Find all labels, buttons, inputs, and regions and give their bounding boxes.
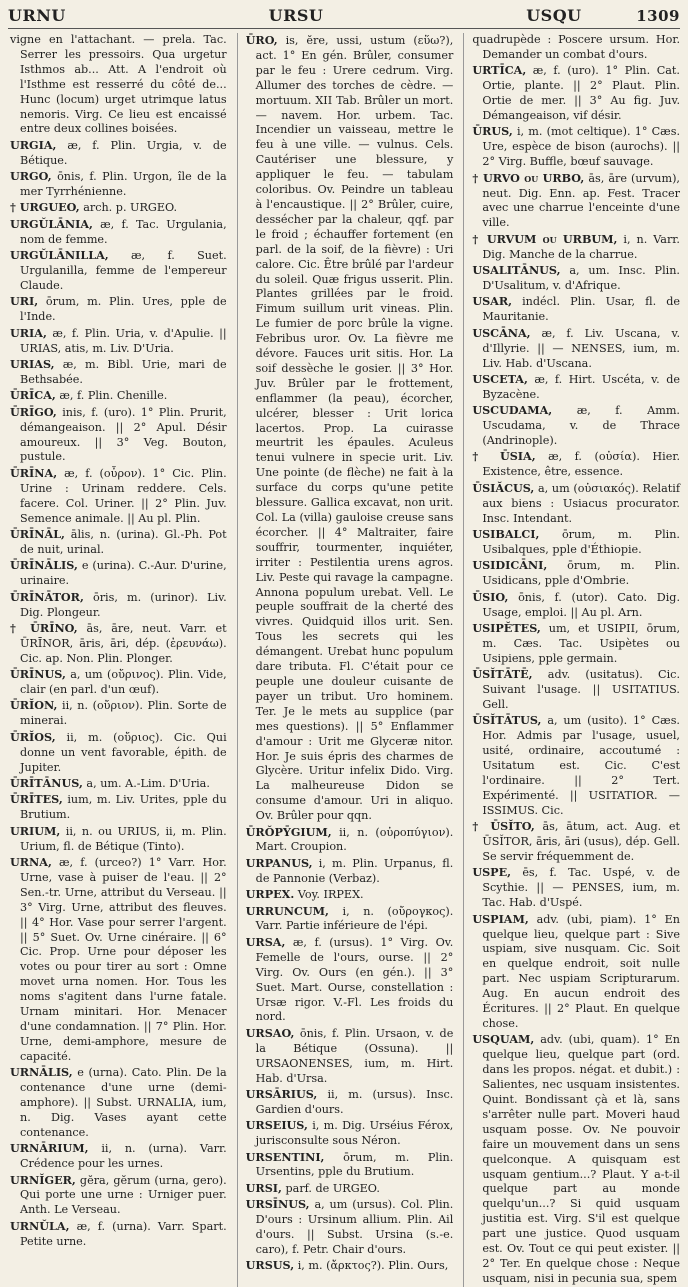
definition: ās, ātum, act. Aug. et ŪSĬTOR, āris, āri (usus), dép. Gell. Se servir fréquemment de. bbox=[482, 820, 681, 864]
definition: æ, f. Hirt. Uscéta, v. de Byzacène. bbox=[482, 372, 680, 401]
headword: URNĀRIUM, bbox=[10, 1141, 89, 1156]
dictionary-entry bbox=[472, 63, 680, 124]
definition: ōnis, f. Plin. Ursaon, v. de la Bétique (Ossuna). || URSAONENSES, ium, m. Hirt. Hab. d'Ursa. bbox=[255, 1026, 454, 1085]
headword: URNA, bbox=[10, 855, 52, 870]
headword: URI, bbox=[10, 294, 39, 309]
headword: ŪRO, bbox=[245, 33, 278, 47]
definition: a, um (usito). 1° Cæs. Hor. Admis par l'usage, usuel, usité, ordinaire, accoutumé : Usitatum est. Cic. C'est l'ordinaire. || 2° Tert. Expérimenté. || USITATIOR. — ISSIMUS. Cic. bbox=[482, 714, 680, 817]
definition: a, um (ursus). Col. Plin. D'ours : Ursinum allium. Plin. Ail d'ours. || Subst. Ursina (s.-e. caro), f. Petr. Chair d'ours. bbox=[255, 1198, 454, 1256]
definition: ii, n. (οὐροπύγιον). Mart. Croupion. bbox=[255, 825, 454, 854]
definition: ōrum, m. Plin. Ures, pple de l'Inde. bbox=[20, 295, 227, 324]
headword: USIDICĀNI, bbox=[472, 558, 548, 573]
dictionary-entry bbox=[10, 326, 227, 357]
dictionary-entry bbox=[472, 124, 680, 170]
dictionary-entry bbox=[472, 865, 680, 911]
definition: adv. (usitatus). Cic. Suivant l'usage. || USITATIUS. Gell. bbox=[482, 668, 680, 711]
headword: † ŪSĬTO, bbox=[472, 819, 535, 834]
headword: ŪSIĂCUS, bbox=[472, 480, 535, 495]
headword: URGŬLĀNIA, bbox=[10, 216, 93, 231]
headword: USCUDAMA, bbox=[472, 403, 553, 418]
definition: ālis, n. (urina). Gl.-Ph. Pot de nuit, urinal. bbox=[20, 528, 227, 556]
definition: ās, āre, neut. Varr. et ŪRĪNOR, āris, āri, dép. (ἐρευνάω). Cic. ap. Non. Plin. Plonger. bbox=[20, 621, 227, 665]
definition: æ, f. Tac. Urgulania, nom de femme. bbox=[20, 217, 227, 246]
columns bbox=[10, 33, 681, 1285]
dictionary-entry bbox=[10, 357, 227, 388]
definition: æ, f. (urceo?) 1° Varr. Hor. Urne, vase à puiser de l'eau. || 2° Sen.-tr. Urne, attribut du Verseau. || 3° Virg. Urne, attribut des fleuves. || 4° Hor. Vase pour serrer l'argent. || 5° Suet. Ov. Urne cinéraire. || 6° Cic. Prop. Urne pour déposer les votes ou pour tirer au sort : Omne movet urna nomen. Hor. Tous les noms s'agitent dans l'urne fatale. Urnam minitari. Hor. Menacer d'une condamnation. || 7° Plin. Hor. Urne, demi-amphore, mesure de capacité. bbox=[20, 856, 227, 1063]
definition: i, n. Varr. Dig. Manche de la charrue. bbox=[482, 232, 680, 261]
definition: a, um (οὔρινος). Plin. Vide, clair (en parl. d'un œuf). bbox=[20, 668, 227, 697]
definition: i, m. (ἄρκτος?). Plin. Ours, bbox=[297, 1259, 449, 1273]
dictionary-entry bbox=[246, 1087, 454, 1118]
headword: ŪRĪTES, bbox=[10, 792, 63, 807]
definition: ii, m. (οὔριος). Cic. Qui donne un vent favorable, épith. de Jupiter. bbox=[20, 730, 227, 774]
definition: æ, f. Plin. Uria, v. d'Apulie. || URIAS, atis, m. Liv. D'Uria. bbox=[20, 326, 227, 355]
definition: æ, m. Bibl. Urie, mari de Bethsabée. bbox=[20, 358, 227, 386]
definition: quadrupède : Poscere ursum. Hor. Demander un combat d'ours. bbox=[472, 33, 680, 61]
dictionary-entry bbox=[472, 713, 680, 818]
headword: URSAO, bbox=[245, 1025, 295, 1040]
headword: URTĪCA, bbox=[472, 63, 527, 78]
headword: USIPĔTES, bbox=[472, 620, 541, 635]
definition: ōrum, m. Plin. Usibalques, pple d'Éthiopie. bbox=[482, 528, 680, 556]
dictionary-entry bbox=[246, 1118, 454, 1149]
headword: ŪSĬTĀTUS, bbox=[472, 713, 542, 728]
definition: a, um (οὐσιακός). Relatif aux biens : Usiacus procurator. Insc. Intendant. bbox=[482, 481, 680, 525]
headword: ŪRĪNĀTOR, bbox=[10, 589, 84, 604]
dictionary-entry bbox=[472, 667, 680, 713]
definition: arch. p. URGEO. bbox=[83, 201, 178, 215]
dictionary-entry bbox=[10, 1065, 227, 1141]
definition: ās, āre (urvum), neut. Dig. Enn. ap. Fest. Tracer avec une charrue l'enceinte d'une ville. bbox=[482, 171, 680, 230]
dictionary-entry bbox=[472, 449, 680, 480]
dictionary-entry bbox=[246, 856, 454, 887]
dictionary-entry bbox=[10, 388, 227, 404]
dictionary-entry bbox=[246, 1150, 454, 1181]
headword: URIA, bbox=[10, 325, 47, 340]
headword: URSA, bbox=[245, 934, 286, 949]
dictionary-entry bbox=[246, 1181, 454, 1197]
definition: ōnis, f. Plin. Urgon, île de la mer Tyrrhénienne. bbox=[20, 170, 227, 199]
headword: USIBALCI, bbox=[472, 527, 540, 541]
definition: ōris, m. (urinor). Liv. Dig. Plongeur. bbox=[20, 590, 227, 619]
definition: i, m. (mot celtique). 1° Cæs. Ure, espèce de bison (aurochs). || 2° Virg. Buffle, bœuf sauvage. bbox=[482, 125, 680, 169]
dictionary-entry bbox=[10, 217, 227, 248]
dictionary-entry bbox=[10, 558, 227, 589]
dictionary-entry bbox=[10, 792, 227, 823]
dictionary-entry bbox=[472, 232, 680, 263]
definition: æ, f. Liv. Uscana, v. d'Illyrie. || — NENSES, ium, m. Liv. Hab. d'Uscana. bbox=[482, 326, 680, 370]
headword: URSĀRIUS, bbox=[245, 1086, 318, 1101]
right-guide-word: USQU bbox=[526, 6, 582, 25]
definition: ēs, f. Tac. Uspé, v. de Scythie. || — PENSES, ium, m. Tac. Hab. d'Uspé. bbox=[482, 866, 680, 910]
dictionary-entry bbox=[10, 33, 227, 137]
definition: a, um. A.-Lim. D'Uria. bbox=[86, 777, 210, 790]
column-3 bbox=[463, 33, 680, 1287]
headword: † ŪRĪNO, bbox=[10, 620, 78, 635]
dictionary-entry bbox=[246, 1026, 454, 1087]
headword: ŪSIO, bbox=[472, 589, 509, 604]
definition: i, m. Dig. Urséius Férox, jurisconsulte sous Néron. bbox=[255, 1119, 454, 1148]
definition: æ, f. (οὖρον). 1° Cic. Plin. Urine : Urinam reddere. Cels. facere. Col. Uriner. || 2° Plin. Juv. Semence animale. || Au pl. Plin. bbox=[20, 466, 227, 525]
dictionary-entry bbox=[472, 481, 680, 527]
dictionary-entry bbox=[246, 1197, 454, 1258]
dictionary-entry bbox=[246, 904, 454, 935]
definition: adv. (ubi, piam). 1° En quelque lieu, quelque part : Sive uspiam, sive nusquam. Cic. Soit en quelque endroit, soit nulle part. Nec uspiam Scripturarum. Aug. En aucun endroit des Écritures. || 2° Plaut. En quelque chose. bbox=[482, 912, 680, 1030]
dictionary-entry bbox=[10, 730, 227, 776]
dictionary-entry bbox=[246, 1258, 454, 1274]
headword: ŪRĪNA, bbox=[10, 465, 58, 480]
dictionary-entry bbox=[10, 527, 227, 558]
headword: ŪSĬTĀTĒ, bbox=[472, 667, 533, 682]
dictionary-entry bbox=[10, 1219, 227, 1250]
headword: URSEIUS, bbox=[245, 1118, 308, 1133]
dictionary-entry bbox=[472, 33, 680, 63]
dictionary-entry bbox=[246, 33, 454, 824]
dictionary-entry bbox=[10, 621, 227, 667]
definition: parf. de URGEO. bbox=[285, 1181, 380, 1195]
running-head bbox=[8, 6, 680, 26]
definition: ōrum, m. Plin. Usidicans, pple d'Ombrie. bbox=[482, 559, 680, 588]
definition: i, n. (οὔρογκος). Varr. Partie inférieure de l'épi. bbox=[255, 904, 454, 933]
definition: ii, m. (ursus). Insc. Gardien d'ours. bbox=[255, 1087, 454, 1116]
headword: USPIAM, bbox=[472, 911, 529, 926]
dictionary-entry bbox=[10, 200, 227, 216]
dictionary-entry bbox=[472, 171, 680, 232]
definition: inis, f. (uro). 1° Plin. Prurit, démangeaison. || 2° Apul. Désir amoureux. || 3° Veg. Bouton, pustule. bbox=[20, 405, 227, 464]
definition: i, m. Plin. Urpanus, fl. de Pannonie (Verbaz). bbox=[255, 856, 454, 885]
column-1 bbox=[10, 33, 227, 1287]
dictionary-entry bbox=[10, 667, 227, 698]
headword: † ŪSIA, bbox=[472, 449, 536, 464]
dictionary-entry bbox=[472, 263, 680, 294]
headword: USAR, bbox=[472, 294, 513, 309]
headword: † URGUEO, bbox=[10, 200, 80, 215]
definition: adv. (ubi, quam). 1° En quelque lieu, quelque part (ord. dans les propos. négat. et dubit.) : Salientes, nec usquam insistentes. Quint. Bondissant çà et là, sans s'arrêter nulle part. Moveri haud usquam posse. Ov. Ne pouvoir faire un mouvement dans un sens quelconque. A quisquam est usquam gentium...? Plaut. Y a-t-il quelque part au monde quelqu'un...? Si quid usquam justitia est. Virg. S'il est quelque part une justice. Quod usquam est. Ov. Tout ce qui peut exister. || 2° Ter. En quelque chose : Neque usquam, nisi in pecunia sua, spem bbox=[482, 1033, 680, 1285]
definition: ii, n. (urna). Varr. Crédence pour les urnes. bbox=[20, 1142, 227, 1171]
definition: ium, m. Liv. Urites, pple du Brutium. bbox=[20, 793, 227, 822]
headword: URSUS, bbox=[245, 1258, 295, 1273]
dictionary-entry bbox=[10, 855, 227, 1065]
headword: URNŬLA, bbox=[10, 1218, 70, 1233]
dictionary-entry bbox=[472, 294, 680, 325]
definition: Voy. IRPEX. bbox=[297, 888, 364, 902]
dictionary-entry bbox=[472, 326, 680, 372]
definition: æ, f. Amm. Uscudama, v. de Thrace (Andrinople). bbox=[482, 404, 680, 448]
headword: ŪRĬON, bbox=[10, 698, 58, 713]
header-rule bbox=[8, 28, 680, 29]
dictionary-entry bbox=[472, 912, 680, 1032]
dictionary-entry bbox=[472, 403, 680, 449]
headword: USCETA, bbox=[472, 371, 528, 386]
headword: URNĬGER, bbox=[10, 1172, 76, 1187]
headword: ŪRĪNĀLIS, bbox=[10, 558, 78, 573]
headword: ŪRĪCA, bbox=[10, 388, 56, 403]
headword: † URVUM ou URBUM, bbox=[472, 231, 618, 246]
dictionary-entry bbox=[10, 138, 227, 169]
headword: ŪRĪNUS, bbox=[10, 667, 66, 682]
definition: e (urna). Cato. Plin. De la contenance d'une urne (demi-amphore). || Subst. URNALIA, ium, n. Dig. Vases ayant cette contenance. bbox=[20, 1066, 227, 1139]
headword: ŪRĪNĀL, bbox=[10, 527, 65, 541]
headword: URNĀLIS, bbox=[10, 1065, 73, 1080]
definition: æ, f. (urna). Varr. Spart. Petite urne. bbox=[20, 1219, 227, 1248]
definition: a, um. Insc. Plin. D'Usalitum, v. d'Afrique. bbox=[482, 264, 680, 292]
definition: æ, f. Suet. Urgulanilla, femme de l'empereur Claude. bbox=[20, 249, 227, 292]
headword: USCĀNA, bbox=[472, 325, 531, 340]
dictionary-entry bbox=[472, 819, 680, 865]
dictionary-entry bbox=[472, 527, 680, 558]
headword: USALITĀNUS, bbox=[472, 263, 561, 278]
dictionary-entry bbox=[246, 825, 454, 856]
definition: ii, n. ou URIUS, ii, m. Plin. Urium, fl. de Bétique (Tinto). bbox=[20, 824, 227, 853]
dictionary-entry bbox=[472, 372, 680, 403]
headword: ŪRĪGO, bbox=[10, 404, 57, 419]
headword: URRUNCUM, bbox=[245, 903, 329, 918]
dictionary-entry bbox=[10, 776, 227, 792]
left-guide-word: URNU bbox=[8, 6, 66, 25]
headword: URPEX. bbox=[245, 887, 295, 902]
dictionary-entry bbox=[472, 621, 680, 667]
headword: URGŬLĀNILLA, bbox=[10, 248, 109, 263]
headword: URGIA, bbox=[10, 137, 57, 152]
definition: indécl. Plin. Usar, fl. de Mauritanie. bbox=[482, 295, 680, 324]
column-2 bbox=[237, 33, 454, 1287]
dictionary-entry bbox=[10, 590, 227, 621]
definition: æ, f. (ursus). 1° Virg. Ov. Femelle de l'ours, ourse. || 2° Virg. Ov. Ours (en gén.). || 3° Suet. Mart. Ourse, constellation : Ursæ rigor. V.-Fl. Les froids du nord. bbox=[255, 935, 454, 1024]
headword: URGO, bbox=[10, 169, 52, 184]
definition: æ, f. Plin. Chenille. bbox=[59, 389, 168, 403]
headword: ŪRŎPȲGIUM, bbox=[245, 824, 332, 839]
dictionary-entry bbox=[10, 1141, 227, 1172]
center-guide-word: URSU bbox=[268, 6, 324, 25]
dictionary-entry bbox=[10, 248, 227, 294]
headword: USPE, bbox=[472, 865, 511, 880]
definition: ōnis, f. (utor). Cato. Dig. Usage, emploi. || Au pl. Arn. bbox=[482, 590, 680, 619]
definition: æ, f. (uro). 1° Plin. Cat. Ortie, plante. || 2° Plaut. Plin. Ortie de mer. || 3° Au fig. Juv. Démangeaison, vif désir. bbox=[482, 64, 680, 123]
definition: ōrum, m. Plin. Ursentins, pple du Brutium. bbox=[255, 1150, 454, 1179]
definition: vigne en l'attachant. — prela. Tac. Serrer les pressoirs. Qua urgetur Isthmos ab... Att. A l'endroit où l'Isthme est resserré du côté de... Hunc (locum) urget utrimque latus nemoris. Virg. Ce lieu est encaissé entre deux collines boisées. bbox=[10, 33, 227, 136]
page-number: 1309 bbox=[636, 7, 680, 25]
definition: um, et USIPII, ōrum, m. Cæs. Tac. Usipètes ou Usipiens, pple germain. bbox=[482, 621, 680, 665]
headword: † URVO ou URBO, bbox=[472, 170, 585, 185]
dictionary-entry bbox=[10, 824, 227, 855]
dictionary-entry bbox=[10, 698, 227, 729]
dictionary-entry bbox=[10, 169, 227, 200]
dictionary-entry bbox=[10, 405, 227, 466]
dictionary-entry bbox=[472, 1032, 680, 1286]
dictionary-entry bbox=[246, 887, 454, 903]
dictionary-entry bbox=[10, 294, 227, 325]
dictionary-entry bbox=[472, 558, 680, 589]
definition: e (urina). C.-Aur. D'urine, urinaire. bbox=[20, 559, 227, 588]
headword: URIAS, bbox=[10, 357, 55, 372]
dictionary-entry bbox=[10, 466, 227, 527]
headword: ŪRĬOS, bbox=[10, 729, 56, 744]
dictionary-entry bbox=[10, 1173, 227, 1219]
definition: æ, f. (οὐσία). Hier. Existence, être, essence. bbox=[482, 450, 680, 479]
definition: gĕra, gĕrum (urna, gero). Qui porte une urne : Urniger puer. Anth. Le Verseau. bbox=[20, 1173, 227, 1217]
definition: ii, n. (οὔριον). Plin. Sorte de minerai. bbox=[20, 699, 227, 728]
definition: æ, f. Plin. Urgia, v. de Bétique. bbox=[20, 138, 227, 167]
definition: is, ĕre, ussi, ustum (εὕω?), act. 1° En gén. Brûler, consumer par le feu : Urere cedrum. Virg. Allumer des torches de cèdre. — mortuum. XII Tab. Brûler un mort. — navem. Hor. urbem. Tac. Incendier un vaisseau, mettre le feu à une ville. — vulnus. Cels. Cautériser une blessure, y appliquer le feu. — tabulam coloribus. Ov. Peindre un tableau à l'encaustique. || 2° Brûler, cuire, dessécher par la chaleur, qqf. par le froid ; échauffer fortement (en parl. de la soif, de la fièvre) : Uri calore. Cic. Être brûlé par l'ardeur du soleil. Quæ frigus usserit. Plin. Plantes grillées par le froid. Fimum suillum urit vineas. Plin. Le fumier de porc brûle la vigne. Febribus uror. Ov. La fièvre me dévore. Fauces urit sitis. Hor. La soif dessèche le gosier. || 3° Hor. Juv. Brûler par le frottement, enflammer (la peau), écorcher, ulcérer, blesser : Urit lorica lacertos. Prop. La cuirasse meurtrit les épaules. Aculeus tenui vulnere in specie urit. Liv. Une pointe (de flèche) ne fait à la surface du corps qu'une petite blessure. Gallica excavat, non urit. Col. La (villa) gauloise creuse sans écorcher. || 4° Maltraiter, faire souffrir, tourmenter, inquiéter, irriter : Pestilentia urens agros. Liv. Peste qui ravage la campagne. Annona populum urebat. Vell. Le peuple souffrait de la cherté des vivres. Quidquid illos urit. Sen. Tous les secrets qui les démangent. Urebat hunc populum dare tributa. Fl. C'était pour ce peuple une douleur cuisante de payer un tribut. Uro hominem. Ter. Je le mets au supplice (par mes questions). || 5° Enflammer d'amour : Urit me Glyceræ nitor. Hor. Je suis épris des charmes de Glycère. Uritur infelix Dido. Virg. La malheureuse Didon se consume d'amour. Uri in aliquo. Ov. Brûler pour qqn. bbox=[255, 34, 454, 823]
headword: URIUM, bbox=[10, 823, 61, 838]
dictionary-entry bbox=[246, 935, 454, 1025]
headword: ŪRUS, bbox=[472, 124, 513, 139]
headword: URSI, bbox=[245, 1180, 282, 1195]
headword: URSĪNUS, bbox=[245, 1197, 310, 1212]
dictionary-entry bbox=[472, 590, 680, 621]
headword: ŪRĪTĀNUS, bbox=[10, 776, 83, 790]
headword: URSENTINI, bbox=[245, 1149, 325, 1164]
headword: URPANUS, bbox=[245, 855, 313, 870]
headword: USQUAM, bbox=[472, 1032, 535, 1047]
